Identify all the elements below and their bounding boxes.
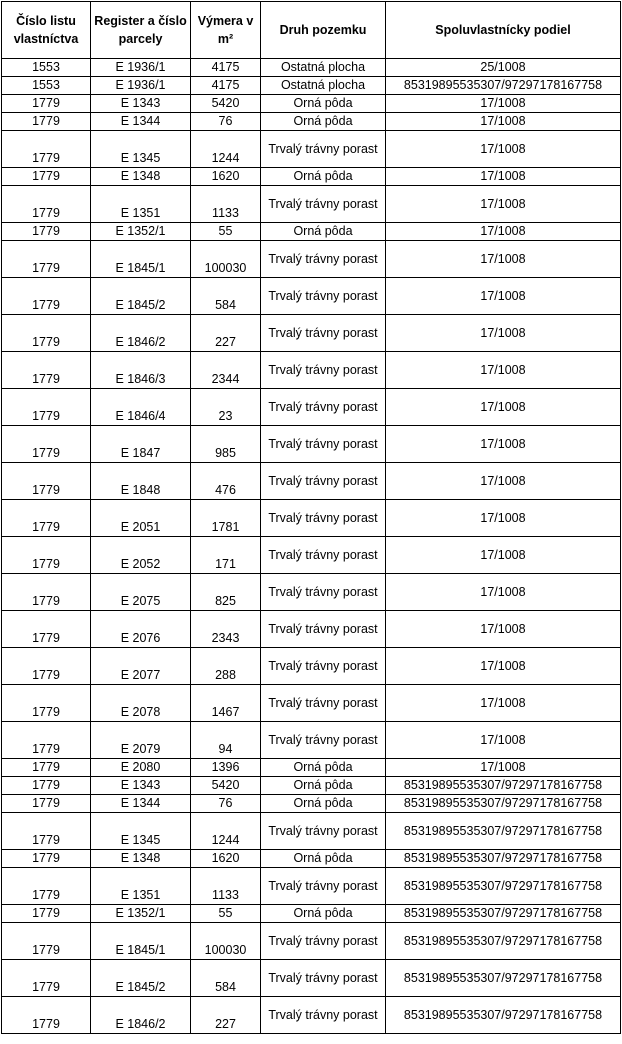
table-row: [2, 850, 621, 868]
parcel-table: [1, 1, 621, 1034]
cell-area: 1781: [191, 500, 261, 537]
cell-kind: Trvalý trávny porast: [261, 813, 386, 850]
cell-kind: Orná pôda: [261, 113, 386, 131]
cell-parcel: E 1845/2: [91, 278, 191, 315]
cell-area: 1620: [191, 168, 261, 186]
cell-parcel: E 1348: [91, 168, 191, 186]
cell-share: 85319895535307/97297178167758: [386, 813, 621, 850]
cell-lv: 1779: [2, 463, 91, 500]
cell-area: 5420: [191, 95, 261, 113]
cell-lv: 1779: [2, 95, 91, 113]
cell-kind: Trvalý trávny porast: [261, 648, 386, 685]
cell-share: 85319895535307/97297178167758: [386, 997, 621, 1034]
cell-parcel: E 1848: [91, 463, 191, 500]
cell-area: 76: [191, 113, 261, 131]
cell-parcel: E 1846/3: [91, 352, 191, 389]
cell-share: 85319895535307/97297178167758: [386, 960, 621, 997]
cell-share: 17/1008: [386, 389, 621, 426]
cell-parcel: E 2078: [91, 685, 191, 722]
cell-area: 584: [191, 278, 261, 315]
cell-parcel: E 1352/1: [91, 905, 191, 923]
cell-parcel: E 1845/1: [91, 923, 191, 960]
cell-area: 825: [191, 574, 261, 611]
cell-kind: Orná pôda: [261, 223, 386, 241]
cell-kind: Orná pôda: [261, 759, 386, 777]
cell-area: 55: [191, 905, 261, 923]
cell-lv: 1779: [2, 241, 91, 278]
cell-parcel: E 1351: [91, 868, 191, 905]
table-row: [2, 315, 621, 352]
cell-parcel: E 1846/2: [91, 997, 191, 1034]
header-parcel: Register a číslo parcely: [91, 2, 191, 59]
cell-lv: 1779: [2, 813, 91, 850]
cell-area: 2343: [191, 611, 261, 648]
cell-lv: 1779: [2, 389, 91, 426]
cell-share: 85319895535307/97297178167758: [386, 905, 621, 923]
cell-lv: 1779: [2, 777, 91, 795]
cell-area: 100030: [191, 241, 261, 278]
cell-lv: 1779: [2, 352, 91, 389]
table-row: [2, 648, 621, 685]
cell-area: 5420: [191, 777, 261, 795]
cell-area: 1620: [191, 850, 261, 868]
cell-lv: 1779: [2, 426, 91, 463]
cell-area: 1244: [191, 813, 261, 850]
table-row: [2, 278, 621, 315]
cell-kind: Trvalý trávny porast: [261, 611, 386, 648]
cell-kind: Trvalý trávny porast: [261, 131, 386, 168]
table-row: [2, 389, 621, 426]
cell-share: 17/1008: [386, 223, 621, 241]
cell-share: 17/1008: [386, 426, 621, 463]
cell-area: 100030: [191, 923, 261, 960]
cell-area: 1396: [191, 759, 261, 777]
table-row: [2, 500, 621, 537]
cell-area: 76: [191, 795, 261, 813]
cell-area: 1244: [191, 131, 261, 168]
cell-share: 85319895535307/97297178167758: [386, 77, 621, 95]
cell-lv: 1779: [2, 611, 91, 648]
cell-area: 4175: [191, 59, 261, 77]
table-row: [2, 95, 621, 113]
cell-area: 23: [191, 389, 261, 426]
cell-kind: Trvalý trávny porast: [261, 278, 386, 315]
cell-area: 985: [191, 426, 261, 463]
cell-area: 476: [191, 463, 261, 500]
cell-kind: Trvalý trávny porast: [261, 389, 386, 426]
table-body: [2, 59, 621, 1034]
text-cursor: [620, 689, 621, 703]
cell-share: 85319895535307/97297178167758: [386, 777, 621, 795]
cell-kind: Trvalý trávny porast: [261, 241, 386, 278]
cell-kind: Orná pôda: [261, 777, 386, 795]
cell-share: 17/1008: [386, 186, 621, 223]
cell-kind: Trvalý trávny porast: [261, 500, 386, 537]
table-row: [2, 223, 621, 241]
table-row: [2, 241, 621, 278]
table-row: [2, 868, 621, 905]
table-row: [2, 997, 621, 1034]
table-row: [2, 113, 621, 131]
cell-kind: Orná pôda: [261, 795, 386, 813]
cell-share: 17/1008: [386, 537, 621, 574]
table-row: [2, 960, 621, 997]
cell-kind: Ostatná plocha: [261, 77, 386, 95]
cell-area: 584: [191, 960, 261, 997]
cell-area: 288: [191, 648, 261, 685]
cell-kind: Trvalý trávny porast: [261, 868, 386, 905]
cell-parcel: E 1936/1: [91, 59, 191, 77]
cell-parcel: E 2080: [91, 759, 191, 777]
cell-lv: 1779: [2, 648, 91, 685]
cell-parcel: E 2052: [91, 537, 191, 574]
cell-parcel: E 1345: [91, 813, 191, 850]
cell-lv: 1779: [2, 997, 91, 1034]
cell-kind: Orná pôda: [261, 95, 386, 113]
cell-kind: Orná pôda: [261, 168, 386, 186]
cell-area: 1133: [191, 868, 261, 905]
cell-lv: 1553: [2, 59, 91, 77]
table-row: [2, 777, 621, 795]
table-row: [2, 795, 621, 813]
table-row: [2, 426, 621, 463]
cell-lv: 1779: [2, 850, 91, 868]
cell-share: 17/1008: [386, 648, 621, 685]
table-row: [2, 722, 621, 759]
cell-area: 1467: [191, 685, 261, 722]
cell-lv: 1779: [2, 537, 91, 574]
cell-kind: Ostatná plocha: [261, 59, 386, 77]
cell-parcel: E 1344: [91, 113, 191, 131]
table-row: [2, 759, 621, 777]
cell-lv: 1779: [2, 685, 91, 722]
cell-area: 94: [191, 722, 261, 759]
cell-lv: 1779: [2, 960, 91, 997]
cell-share: 17/1008: [386, 611, 621, 648]
cell-parcel: E 1847: [91, 426, 191, 463]
cell-parcel: E 1343: [91, 777, 191, 795]
cell-share: 85319895535307/97297178167758: [386, 923, 621, 960]
cell-lv: 1779: [2, 500, 91, 537]
cell-share: 17/1008: [386, 574, 621, 611]
cell-lv: 1779: [2, 574, 91, 611]
cell-share: 17/1008: [386, 113, 621, 131]
table-row: [2, 611, 621, 648]
cell-area: 227: [191, 997, 261, 1034]
cell-parcel: E 1352/1: [91, 223, 191, 241]
cell-parcel: E 2075: [91, 574, 191, 611]
cell-kind: Trvalý trávny porast: [261, 960, 386, 997]
cell-share: 17/1008: [386, 685, 621, 722]
cell-share: 17/1008: [386, 722, 621, 759]
cell-kind: Trvalý trávny porast: [261, 923, 386, 960]
header-lv: Číslo listu vlastníctva: [2, 2, 91, 59]
cell-lv: 1779: [2, 722, 91, 759]
cell-lv: 1779: [2, 315, 91, 352]
table-row: [2, 77, 621, 95]
cell-kind: Orná pôda: [261, 905, 386, 923]
cell-parcel: E 1351: [91, 186, 191, 223]
cell-parcel: E 2051: [91, 500, 191, 537]
cell-share: 85319895535307/97297178167758: [386, 795, 621, 813]
cell-parcel: E 2079: [91, 722, 191, 759]
cell-parcel: E 2077: [91, 648, 191, 685]
cell-kind: Trvalý trávny porast: [261, 315, 386, 352]
table-row: [2, 685, 621, 722]
cell-share: 17/1008: [386, 95, 621, 113]
cell-parcel: E 1846/4: [91, 389, 191, 426]
cell-kind: Trvalý trávny porast: [261, 537, 386, 574]
cell-area: 4175: [191, 77, 261, 95]
cell-parcel: E 1845/2: [91, 960, 191, 997]
cell-lv: 1779: [2, 186, 91, 223]
cell-share: 25/1008: [386, 59, 621, 77]
cell-share: 17/1008: [386, 241, 621, 278]
cell-lv: 1553: [2, 77, 91, 95]
table-row: [2, 905, 621, 923]
cell-lv: 1779: [2, 759, 91, 777]
cell-lv: 1779: [2, 168, 91, 186]
cell-kind: Trvalý trávny porast: [261, 997, 386, 1034]
cell-lv: 1779: [2, 223, 91, 241]
header-share: Spoluvlastnícky podiel: [386, 2, 621, 59]
table-row: [2, 574, 621, 611]
cell-area: 2344: [191, 352, 261, 389]
cell-parcel: E 1846/2: [91, 315, 191, 352]
cell-kind: Trvalý trávny porast: [261, 426, 386, 463]
cell-share: 17/1008: [386, 131, 621, 168]
cell-area: 171: [191, 537, 261, 574]
cell-share: 17/1008: [386, 500, 621, 537]
table-row: [2, 463, 621, 500]
cell-parcel: E 1344: [91, 795, 191, 813]
cell-lv: 1779: [2, 113, 91, 131]
header-row: [2, 2, 621, 59]
cell-kind: Trvalý trávny porast: [261, 722, 386, 759]
cell-share: 85319895535307/97297178167758: [386, 868, 621, 905]
table-row: [2, 59, 621, 77]
cell-share: 17/1008: [386, 168, 621, 186]
cell-parcel: E 1345: [91, 131, 191, 168]
cell-share: 85319895535307/97297178167758: [386, 850, 621, 868]
cell-kind: Trvalý trávny porast: [261, 463, 386, 500]
cell-lv: 1779: [2, 131, 91, 168]
cell-parcel: E 1348: [91, 850, 191, 868]
table-row: [2, 168, 621, 186]
cell-lv: 1779: [2, 795, 91, 813]
cell-share: 17/1008: [386, 278, 621, 315]
cell-lv: 1779: [2, 905, 91, 923]
cell-parcel: E 1845/1: [91, 241, 191, 278]
cell-parcel: E 2076: [91, 611, 191, 648]
cell-kind: Trvalý trávny porast: [261, 186, 386, 223]
header-kind: Druh pozemku: [261, 2, 386, 59]
cell-kind: Trvalý trávny porast: [261, 685, 386, 722]
cell-share: 17/1008: [386, 759, 621, 777]
table-row: [2, 813, 621, 850]
cell-share: 17/1008: [386, 463, 621, 500]
cell-share: 17/1008: [386, 315, 621, 352]
cell-kind: Trvalý trávny porast: [261, 352, 386, 389]
table-row: [2, 923, 621, 960]
cell-share: 17/1008: [386, 352, 621, 389]
cell-area: 227: [191, 315, 261, 352]
table-row: [2, 131, 621, 168]
header-area: Výmera v m²: [191, 2, 261, 59]
cell-lv: 1779: [2, 923, 91, 960]
cell-kind: Trvalý trávny porast: [261, 574, 386, 611]
cell-lv: 1779: [2, 278, 91, 315]
cell-kind: Orná pôda: [261, 850, 386, 868]
cell-area: 55: [191, 223, 261, 241]
cell-area: 1133: [191, 186, 261, 223]
table-row: [2, 352, 621, 389]
cell-lv: 1779: [2, 868, 91, 905]
table-row: [2, 537, 621, 574]
cell-parcel: E 1343: [91, 95, 191, 113]
cell-parcel: E 1936/1: [91, 77, 191, 95]
table-row: [2, 186, 621, 223]
